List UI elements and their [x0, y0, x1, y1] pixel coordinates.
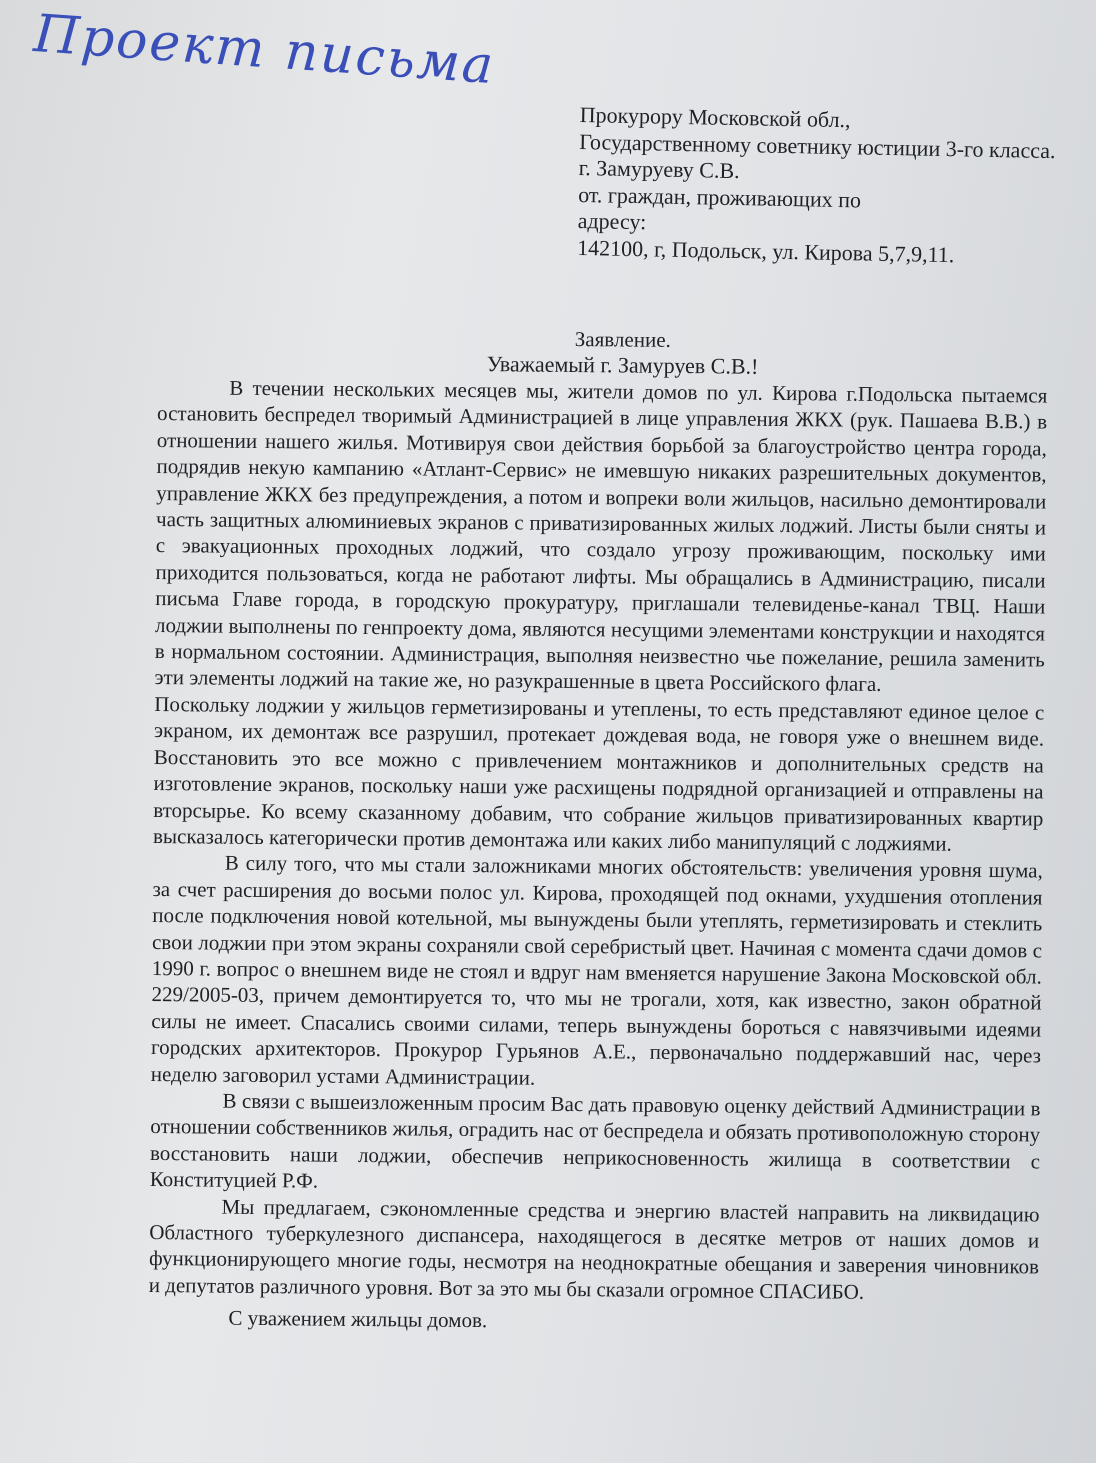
signoff: С уважением жильцы домов.	[228, 1305, 488, 1333]
paragraph: В силу того, что мы стали заложниками многих обстоятельств: увеличения уровня шума, за счет расширения до восьми полос ул. Кирова, проходящей под окнами, ухудшения отопления после подключения новой котельной, мы вынуждены были утеплять, герметизировать и стеклить свои лоджии при этом экраны сохраняли свой серебристый цвет. Начиная с момента сдачи домов с 1990 г. вопрос о внешнем виде не стоял и вдруг нам вменяется нарушение Закона Московской обл. 229/2005-03, причем демонтируется то, что мы не трогали, хотя, как известно, закон обратной силы не имеет. Спасались своими силами, теперь вынуждены бороться с навязчивыми идеями городских архитекторов. Прокурор Гурьянов А.Е., первоначально поддержавший нас, через неделю заговорил устами Администрации.	[150, 850, 1043, 1090]
addressee-line: 142100, г, Подольск, ул. Кирова 5,7,9,11.	[576, 234, 955, 267]
paragraph: В течении нескольких месяцев мы, жители домов по ул. Кирова г.Подольска пытаемся остановить беспредел творимый Администрацией в лице управления ЖКХ (рук. Пашаева В.В.) в отношении нашего жилья. Мотивируя свои действия борьбой за благоустройство центра города, подрядив некую кампанию «Атлант-Сервис» не имевшую никаких разрешительных документов, управление ЖКХ без предупреждения, а потом и вопреки воли жильцов, насильно демонтировали часть защитных алюминиевых экранов с приватизированных жилых лоджий. Листы были сняты и с эвакуационных проходных лоджий, что создало угрозу проживающим, поскольку ими приходится пользоваться, когда не работают лифты. Мы обращались в Администрацию, писали письма Главе города, в городскую прокуратуру, приглашали телевиденье-канал ТВЦ. Наши лоджии выполнены по генпроекту дома, являются несущими элементами конструкции и находятся в нормальном состоянии. Администрация, выполняя неизвестно чье пожелание, решила заменить эти элементы лоджий на такие же, но разукрашенные в цвета Российского флага.	[154, 375, 1048, 697]
addressee-line: от. граждан, проживающих по	[577, 181, 862, 212]
letter-body	[148, 322, 1048, 1339]
paragraph: Поскольку лоджии у жильцов герметизированы и утеплены, то есть представляют единое целое с экраном, их демонтаж все разрушил, протекает дождевая вода, не говоря уже о внешнем виде. Восстановить это все можно с привлечением монтажников и дополнительных средств на изготовление экранов, поскольку наши уже расхищены подрядной организацией и отправлены на вторсырье. Ко всему сказанному добавим, что собрание жильцов приватизированных квартир высказалось категорически против демонтажа или каких либо манипуляций с лоджиями.	[152, 691, 1045, 856]
paragraph: Мы предлагаем, сэкономленные средства и энергию властей направить на ликвидацию Областного туберкулезного диспансера, находящегося в десятке метров от наших домов и функционирующего многие годы, несмотря на неоднократные обещания и заверения чиновников и депутатов различного уровня. Вот за это мы бы сказали огромное СПАСИБО.	[148, 1194, 1040, 1304]
addressee-line: г. Замуруеву С.В.	[578, 154, 740, 184]
handwritten-note: Проект письма	[31, 4, 498, 97]
addressee-line: Государственному советнику юстиции 3-го класса.	[579, 128, 1056, 163]
addressee-block	[577, 102, 1080, 271]
letter-title: Заявление.	[574, 327, 671, 352]
paragraph: В связи с вышеизложенным просим Вас дать правовую оценку действий Администрации в отношении собственников жилья, оградить нас от беспредела и обязать противоположную сторону восстановить наши лоджии, обеспечив неприкосновенность жилища в соответствии с Конституцией Р.Ф.	[149, 1088, 1041, 1193]
letter-salutation: Уважаемый г. Замуруев С.В.!	[486, 351, 759, 379]
addressee-line: адресу:	[577, 207, 647, 235]
addressee-line: Прокурору Московской обл.,	[579, 102, 851, 133]
